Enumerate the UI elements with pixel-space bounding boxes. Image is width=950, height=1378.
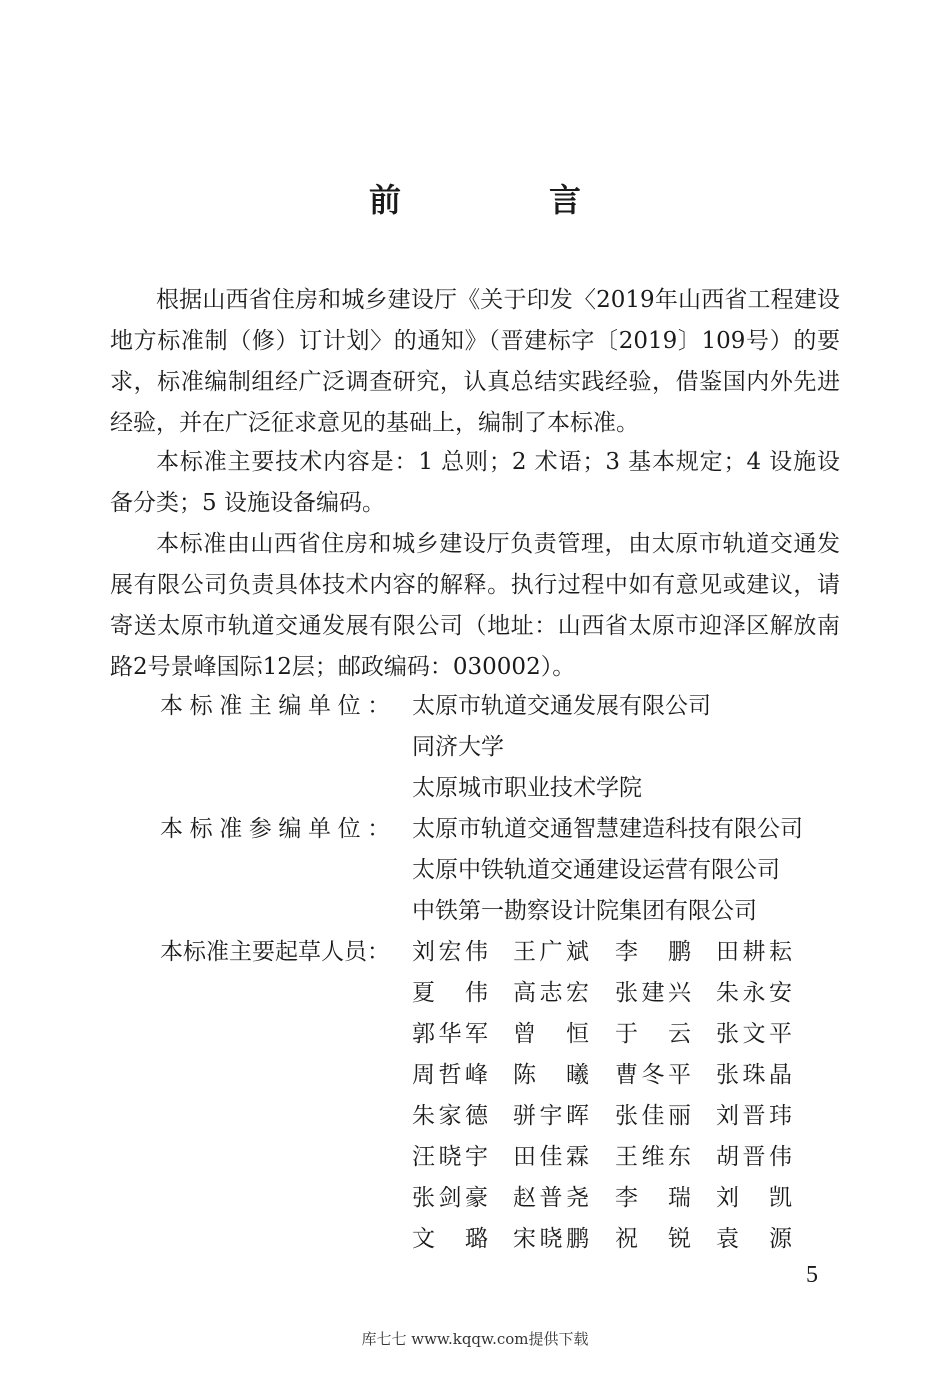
chief-editor-label: 本标准主编单位： [160, 693, 397, 719]
person-name: 陈曦 [513, 1062, 589, 1088]
person-name: 赵普尧 [513, 1185, 589, 1211]
person-name: 夏伟 [412, 980, 488, 1006]
person-name: 朱家德 [412, 1103, 488, 1129]
footer-credit: 库七七 www.kqqw.com提供下载 [361, 1330, 589, 1348]
person-name: 王广斌 [513, 939, 589, 965]
paragraph-management: 本标准由山西省住房和城乡建设厅负责管理，由太原市轨道交通发展有限公司负责具体技术内容的解释。执行过程中如有意见或建议，请寄送太原市轨道交通发展有限公司（地址：山西省太原市迎泽区解放南路2号景峰国际12层；邮政编码：030002）。 [110, 531, 840, 680]
person-name: 曹冬平 [615, 1062, 691, 1088]
person-name: 胡晋伟 [716, 1144, 792, 1170]
chief-editor-orgs [412, 686, 711, 809]
org-item: 中铁第一勘察设计院集团有限公司 [412, 898, 757, 924]
person-name: 祝锐 [615, 1226, 691, 1252]
person-name: 张佳丽 [615, 1103, 691, 1129]
person-name: 刘宏伟 [412, 939, 488, 965]
org-item: 太原中铁轨道交通建设运营有限公司 [412, 857, 780, 883]
org-item: 同济大学 [412, 734, 504, 760]
person-name: 文璐 [412, 1226, 488, 1252]
person-name: 张珠晶 [716, 1062, 792, 1088]
person-name: 刘晋玮 [716, 1103, 792, 1129]
person-name: 袁源 [716, 1226, 792, 1252]
org-item: 太原市轨道交通发展有限公司 [412, 693, 711, 719]
person-name: 周哲峰 [412, 1062, 488, 1088]
page-number: 5 [806, 1262, 818, 1288]
person-name: 曾恒 [513, 1021, 589, 1047]
person-name: 郭华军 [412, 1021, 488, 1047]
person-name: 田佳霖 [513, 1144, 589, 1170]
person-name: 李鹏 [615, 939, 691, 965]
paragraph-origin: 根据山西省住房和城乡建设厅《关于印发〈2019年山西省工程建设地方标准制（修）订计划〉的通知》（晋建标字〔2019〕109号）的要求，标准编制组经广泛调查研究，认真总结实践经验，借鉴国内外先进经验，并在广泛征求意见的基础上，编制了本标准。 [110, 287, 840, 436]
person-name: 骈宇晖 [513, 1103, 589, 1129]
person-name: 汪晓宇 [412, 1144, 488, 1170]
person-name: 高志宏 [513, 980, 589, 1006]
participating-orgs [412, 809, 803, 932]
person-name: 李瑞 [615, 1185, 691, 1211]
person-name: 刘凯 [716, 1185, 792, 1211]
person-name: 张剑豪 [412, 1185, 488, 1211]
person-name: 朱永安 [716, 980, 792, 1006]
participating-label: 本标准参编单位： [160, 816, 397, 842]
org-item: 太原市轨道交通智慧建造科技有限公司 [412, 816, 803, 842]
person-name: 张文平 [716, 1021, 792, 1047]
drafters-label: 本标准主要起草人员： [160, 939, 390, 965]
page-title: 前 言 [368, 181, 639, 219]
person-name: 宋晓鹏 [513, 1226, 589, 1252]
org-item: 太原城市职业技术学院 [412, 775, 642, 801]
person-name: 于云 [615, 1021, 691, 1047]
person-name: 张建兴 [615, 980, 691, 1006]
person-name: 王维东 [615, 1144, 691, 1170]
person-name: 田耕耘 [716, 939, 792, 965]
paragraph-content: 本标准主要技术内容是：1 总则；2 术语；3 基本规定；4 设施设备分类；5 设施设备编码。 [110, 449, 840, 516]
